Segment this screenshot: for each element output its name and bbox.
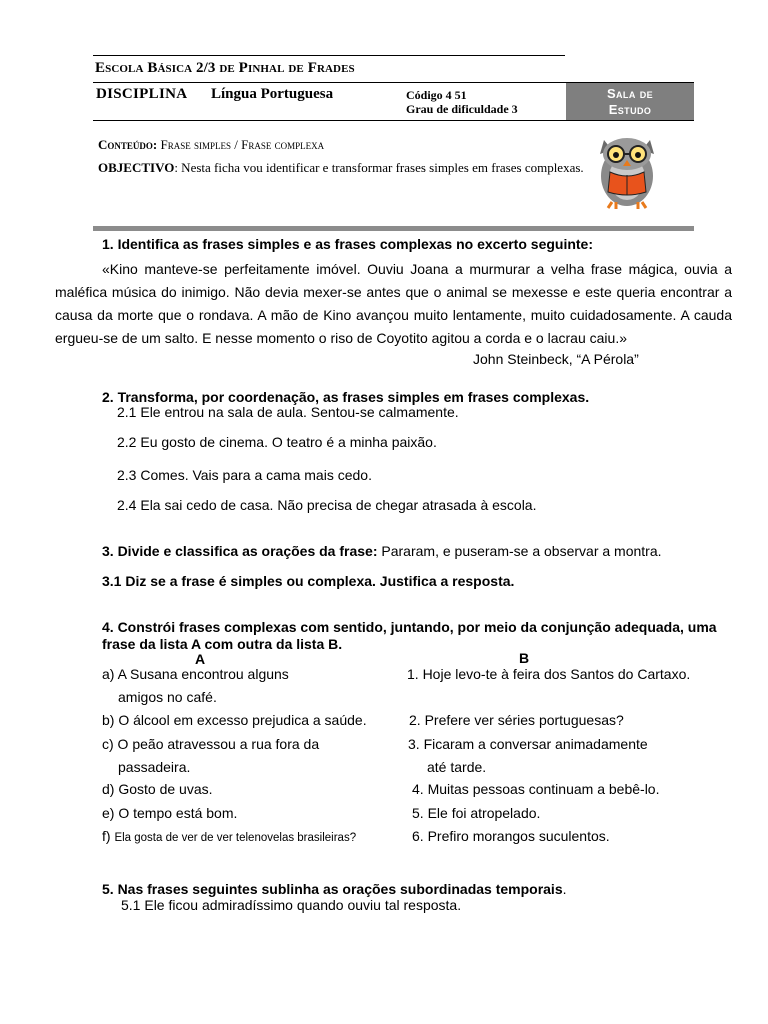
list-a-item: d) Gosto de uvas. — [102, 781, 213, 797]
list-a-item-text: Ela gosta de ver de ver telenovelas brasileiras? — [114, 832, 357, 844]
question-5-title: 5. Nas frases seguintes sublinha as orações subordinadas temporais — [102, 881, 563, 897]
list-b-header: B — [519, 650, 530, 666]
question-1-title: 1. Identifica as frases simples e as frases complexas no excerto seguinte: — [102, 236, 594, 252]
question-5-line — [102, 881, 567, 897]
list-b-item: até tarde. — [427, 759, 487, 775]
question-2-item: 2.1 Ele entrou na sala de aula. Sentou-se calmamente. — [117, 404, 459, 420]
question-4-title-line2: frase da lista A com outra da lista B. — [102, 636, 343, 652]
excerpt-source: John Steinbeck, “A Pérola” — [473, 351, 639, 367]
question-1-excerpt — [55, 258, 732, 350]
sheet-code: Código 4 51 — [406, 88, 467, 102]
discipline-label: DISCIPLINA — [96, 86, 188, 102]
question-5-title-end: . — [562, 881, 567, 897]
list-a-item: e) O tempo está bom. — [102, 805, 238, 821]
content-value: Frase simples / Frase complexa — [160, 137, 325, 152]
list-a-item: b) O álcool em excesso prejudica a saúde. — [102, 712, 367, 728]
header-thick-rule — [93, 226, 694, 231]
list-a-item: passadeira. — [118, 759, 191, 775]
list-a-item: c) O peão atravessou a rua fora da — [102, 736, 320, 752]
objective-value: : Nesta ficha vou identificar e transformar frases simples em frases complexas. — [174, 160, 584, 175]
sala-line-1: Sala de — [606, 85, 654, 101]
question-3-title: 3. Divide e classifica as orações da frase: — [102, 543, 378, 559]
objective-label: OBJECTIVO — [98, 160, 175, 175]
content-line — [98, 137, 324, 153]
list-a-item: a) A Susana encontrou alguns — [102, 666, 289, 682]
excerpt-text: «Kino manteve-se perfeitamente imóvel. Ouviu Joana a murmurar a velha frase mágica, ouvia a maléfica música do inimigo. Não devia mexer-se antes que o animal se mexesse e este queria encontrar a causa da morte que o rondava. A mão de Kino avançou muito lentamente, muito cuidadosamente. A cauda ergueu-se de um salto. E nesse momento o riso de Coyotito agitou a corda e o lacrau caiu.» — [55, 261, 732, 346]
list-b-item: 3. Ficaram a conversar animadamente — [408, 736, 648, 752]
question-2-item: 2.2 Eu gosto de cinema. O teatro é a minha paixão. — [117, 434, 437, 450]
sala-de-estudo-badge — [566, 83, 694, 120]
question-2-title: 2. Transforma, por coordenação, as frases simples em frases complexas. — [102, 389, 590, 405]
question-2-item: 2.3 Comes. Vais para a cama mais cedo. — [117, 467, 372, 483]
list-b-item: 4. Muitas pessoas continuam a bebê-lo. — [412, 781, 660, 797]
content-label: Conteúdo: — [98, 137, 158, 152]
header-top-rule — [93, 55, 565, 56]
question-4-title-line1: 4. Constrói frases complexas com sentido, juntando, por meio da conjunção adequada, uma — [102, 619, 717, 635]
discipline-value: Língua Portuguesa — [211, 86, 334, 102]
difficulty-grade: Grau de dificuldade 3 — [406, 102, 518, 116]
question-5-item: 5.1 Ele ficou admiradíssimo quando ouviu tal resposta. — [121, 897, 462, 913]
school-name: Escola Básica 2/3 de Pinhal de Frades — [95, 60, 355, 76]
objective-line — [98, 154, 584, 182]
question-3-1: 3.1 Diz se a frase é simples ou complexa. Justifica a resposta. — [102, 573, 515, 589]
list-a-header: A — [195, 651, 206, 667]
list-a-item-marker: f) — [102, 828, 111, 844]
sala-line-2: Estudo — [608, 101, 652, 117]
list-b-item: 1. Hoje levo-te à feira dos Santos do Cartaxo. — [407, 666, 691, 682]
list-a-item: amigos no café. — [118, 689, 217, 705]
list-b-item: 5. Ele foi atropelado. — [412, 805, 541, 821]
list-a-item-f — [102, 828, 356, 844]
list-b-item: 2. Prefere ver séries portuguesas? — [409, 712, 624, 728]
question-2-item: 2.4 Ela sai cedo de casa. Não precisa de chegar atrasada à escola. — [117, 497, 537, 513]
question-3-line — [102, 543, 662, 559]
reading-owl-icon — [594, 128, 660, 210]
list-b-item: 6. Prefiro morangos suculentos. — [412, 828, 610, 844]
header-divider — [93, 120, 694, 121]
question-3-sentence: Pararam, e puseram-se a observar a montra. — [381, 543, 662, 559]
